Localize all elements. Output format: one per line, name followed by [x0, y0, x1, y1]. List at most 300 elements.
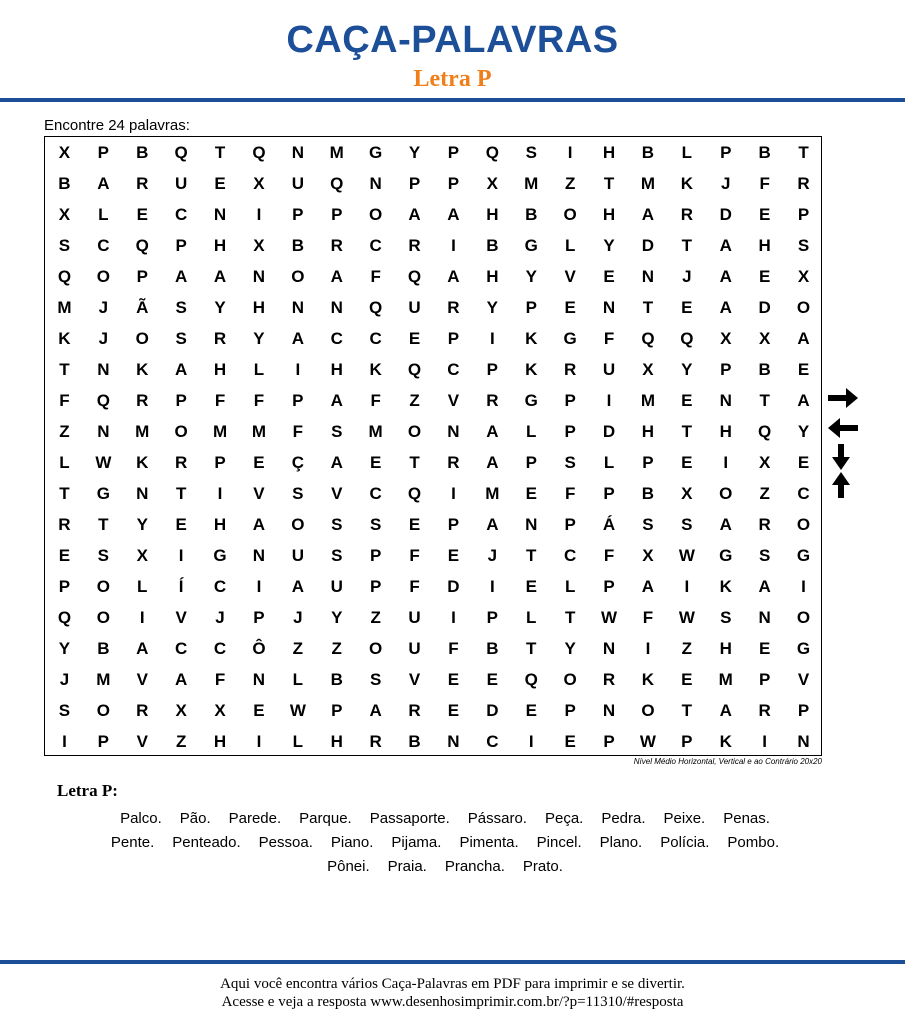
grid-cell: X	[642, 546, 654, 565]
grid-cell: S	[758, 546, 771, 565]
grid-cell: E	[253, 453, 265, 472]
grid-cell: K	[525, 329, 538, 348]
grid-cell: J	[721, 174, 731, 193]
grid-cell: A	[174, 267, 188, 286]
arrow-right-icon	[826, 384, 860, 412]
grid-cell: F	[448, 639, 459, 658]
grid-cell: P	[97, 143, 109, 162]
grid-cell: H	[486, 267, 499, 286]
grid-cell: P	[486, 608, 498, 627]
grid-cell: A	[797, 329, 810, 348]
grid-cell: S	[58, 701, 71, 720]
grid-cell: A	[330, 391, 343, 410]
grid-cell: F	[370, 391, 381, 410]
grid-cell: A	[369, 701, 382, 720]
grid-cell: E	[447, 701, 460, 720]
grid-cell: E	[681, 670, 693, 689]
instructions: Encontre 24 palavras:	[44, 117, 190, 134]
grid-cell: E	[408, 515, 421, 534]
grid-cell: N	[97, 360, 110, 379]
grid-cell: B	[136, 143, 149, 162]
grid-cell: S	[97, 546, 109, 565]
grid-cell: N	[797, 732, 810, 751]
grid-cell: N	[602, 639, 616, 658]
grid-cell: D	[602, 422, 616, 441]
grid-cell: T	[526, 546, 537, 565]
grid-cell: H	[758, 236, 771, 255]
grid-cell: R	[213, 329, 227, 348]
grid-cell: A	[797, 391, 810, 410]
grid-cell: M	[524, 174, 539, 193]
grid-cell: R	[136, 701, 149, 720]
grid-cell: I	[762, 732, 767, 751]
grid-cell: R	[758, 515, 771, 534]
word-item: Pedra.	[601, 810, 646, 827]
word-list	[40, 807, 850, 879]
grid-cell: I	[178, 546, 184, 565]
grid-cell: S	[331, 422, 343, 441]
grid-cell: R	[408, 701, 421, 720]
grid-cell: I	[256, 205, 262, 224]
grid-cell: S	[175, 329, 187, 348]
word-item: Pessoa.	[258, 834, 313, 851]
grid-cell: K	[680, 174, 693, 193]
grid-cell: X	[720, 329, 732, 348]
grid-cell: R	[758, 701, 771, 720]
grid-cell: P	[720, 143, 732, 162]
grid-cell: F	[253, 391, 265, 410]
grid-cell: V	[564, 267, 576, 286]
grid-cell: G	[796, 546, 811, 565]
grid-cell: P	[564, 422, 576, 441]
grid-cell: R	[330, 236, 343, 255]
grid-cell: G	[524, 391, 538, 410]
grid-cell: K	[58, 329, 71, 348]
grid-cell: I	[451, 484, 456, 503]
grid-cell: I	[451, 608, 456, 627]
word-item: Pente.	[110, 834, 155, 851]
grid-cell: P	[447, 174, 460, 193]
grid-cell: A	[758, 577, 771, 596]
grid-cell: I	[256, 732, 262, 751]
grid-cell: P	[214, 453, 226, 472]
grid-cell: F	[759, 174, 770, 193]
grid-cell: M	[251, 422, 267, 441]
grid-cell: S	[58, 236, 71, 255]
grid-cell: I	[489, 577, 495, 596]
grid-cell: J	[98, 329, 109, 348]
grid-cell: C	[369, 236, 382, 255]
grid-cell: D	[447, 577, 460, 596]
grid-cell: P	[97, 732, 109, 751]
grid-cell: S	[720, 608, 732, 627]
grid-cell: C	[174, 639, 188, 658]
grid-cell: E	[797, 360, 810, 379]
grid-cell: X	[136, 546, 148, 565]
grid-cell: L	[526, 422, 537, 441]
grid-cell: X	[214, 701, 226, 720]
grid-cell: Q	[135, 236, 149, 255]
grid-cell: E	[758, 639, 771, 658]
grid-cell: F	[564, 484, 576, 503]
grid-cell: S	[369, 670, 382, 689]
grid-cell: M	[368, 422, 383, 441]
grid-cell: N	[252, 670, 266, 689]
grid-cell: A	[174, 360, 188, 379]
grid-cell: K	[136, 360, 149, 379]
grid-cell: E	[681, 453, 693, 472]
grid-cell: L	[59, 453, 70, 472]
grid-cell: F	[59, 391, 70, 410]
grid-cell: Y	[603, 236, 615, 255]
grid-cell: F	[409, 577, 420, 596]
footer-line-2: Acesse e veja a resposta www.desenhosimprimir.com.br/?p=11310/#resposta	[221, 994, 684, 1010]
grid-cell: E	[758, 205, 771, 224]
grid-cell: T	[526, 639, 537, 658]
grid-cell: X	[758, 453, 771, 472]
page-subtitle: Letra P	[413, 66, 492, 92]
grid-cell: D	[758, 298, 771, 317]
grid-cell: C	[174, 205, 188, 224]
grid-cell: B	[486, 639, 499, 658]
grid-cell: C	[563, 546, 577, 565]
grid-cell: C	[97, 236, 110, 255]
grid-cell: T	[59, 360, 70, 379]
grid-cell: A	[719, 267, 732, 286]
grid-cell: N	[525, 515, 538, 534]
grid-cell: P	[58, 577, 71, 596]
grid-cell: M	[57, 298, 72, 317]
grid-cell: F	[642, 608, 654, 627]
grid-cell: E	[603, 267, 615, 286]
grid-cell: O	[719, 484, 733, 503]
grid-cell: B	[758, 143, 771, 162]
grid-cell: N	[641, 267, 655, 286]
grid-cell: A	[486, 515, 499, 534]
grid-cell: H	[330, 732, 343, 751]
grid-cell: M	[640, 391, 656, 410]
grid-cell: Ã	[136, 298, 149, 317]
grid-cell: P	[447, 329, 460, 348]
grid-cell: G	[96, 484, 110, 503]
grid-cell: Q	[680, 329, 694, 348]
grid-cell: G	[796, 639, 811, 658]
grid-cell: I	[567, 143, 573, 162]
grid-cell: N	[330, 298, 343, 317]
grid-cell: A	[486, 422, 499, 441]
grid-cell: V	[331, 484, 343, 503]
grid-cell: A	[486, 453, 499, 472]
grid-cell: C	[213, 577, 227, 596]
grid-cell: Q	[57, 267, 72, 286]
grid-cell: M	[640, 174, 656, 193]
grid-cell: F	[409, 546, 420, 565]
grid-cell: J	[215, 608, 225, 627]
grid-cell: H	[641, 422, 655, 441]
grid-cell: J	[59, 670, 70, 689]
footer-divider	[0, 960, 905, 964]
grid-cell: W	[678, 546, 695, 565]
word-item: Passaporte.	[369, 810, 450, 827]
word-item: Peça.	[544, 810, 584, 827]
grid-cell: L	[137, 577, 148, 596]
grid-cell: H	[719, 639, 732, 658]
grid-cell: T	[214, 143, 226, 162]
grid-cell: N	[602, 298, 616, 317]
grid-cell: B	[641, 484, 655, 503]
grid-cell: O	[796, 298, 811, 317]
grid-cell: O	[796, 608, 811, 627]
grid-cell: S	[175, 298, 187, 317]
grid-cell: O	[407, 422, 422, 441]
grid-cell: K	[136, 453, 149, 472]
grid-cell: X	[797, 267, 810, 286]
grid-cell: B	[758, 360, 771, 379]
grid-cell: W	[289, 701, 306, 720]
grid-cell: J	[293, 608, 303, 627]
grid-cell: A	[291, 329, 304, 348]
grid-cell: B	[486, 236, 499, 255]
grid-cell: F	[370, 267, 381, 286]
grid-cell: Y	[681, 360, 693, 379]
grid-cell: M	[718, 670, 733, 689]
grid-cell: K	[719, 577, 732, 596]
grid-cell: T	[175, 484, 187, 503]
grid-cell: Y	[136, 515, 148, 534]
grid-cell: H	[602, 143, 616, 162]
grid-cell: F	[603, 546, 615, 565]
grid-cell: P	[720, 360, 732, 379]
grid-cell: R	[680, 205, 693, 224]
grid-cell: E	[214, 174, 226, 193]
grid-cell: Y	[408, 143, 421, 162]
grid-cell: X	[486, 174, 498, 193]
grid-cell: A	[136, 639, 149, 658]
grid-cell: Q	[96, 391, 110, 410]
page-title: CAÇA-PALAVRAS	[286, 19, 619, 61]
grid-cell: E	[797, 453, 810, 472]
grid-cell: I	[684, 577, 690, 596]
grid-cell: I	[451, 236, 456, 255]
grid-cell: P	[292, 205, 304, 224]
grid-cell: J	[487, 546, 498, 565]
grid-cell: U	[602, 360, 616, 379]
grid-cell: Y	[214, 298, 226, 317]
grid-cell: O	[291, 267, 305, 286]
grid-cell: T	[603, 174, 615, 193]
grid-cell: C	[797, 484, 810, 503]
grid-cell: P	[331, 701, 343, 720]
grid-cell: P	[603, 732, 615, 751]
grid-cell: A	[719, 236, 732, 255]
grid-cell: Z	[759, 484, 770, 503]
grid-cell: Q	[369, 298, 383, 317]
grid-cell: L	[253, 360, 265, 379]
grid-cell: C	[369, 484, 382, 503]
grid-cell: Z	[175, 732, 187, 751]
grid-cell: O	[174, 422, 188, 441]
grid-cell: U	[408, 639, 421, 658]
grid-cell: A	[447, 267, 460, 286]
grid-cell: B	[291, 236, 304, 255]
grid-cell: E	[369, 453, 382, 472]
grid-cell: P	[758, 670, 771, 689]
word-item: Pombo.	[727, 834, 780, 851]
grid-cell: Ç	[291, 453, 304, 472]
grid-cell: S	[797, 236, 810, 255]
grid-cell: K	[641, 670, 655, 689]
grid-cell: Z	[59, 422, 70, 441]
grid-cell: Q	[330, 174, 344, 193]
grid-cell: Z	[409, 391, 420, 410]
grid-cell: X	[253, 174, 265, 193]
arrow-up-icon	[826, 471, 860, 499]
grid-cell: V	[175, 608, 187, 627]
grid-cell: Q	[641, 329, 655, 348]
grid-cell: Z	[292, 639, 304, 658]
grid-cell: R	[486, 391, 499, 410]
word-item: Piano.	[330, 834, 374, 851]
grid-cell: U	[291, 546, 304, 565]
grid-cell: F	[603, 329, 615, 348]
grid-cell: M	[485, 484, 500, 503]
grid-cell: O	[291, 515, 305, 534]
grid-cell: L	[564, 577, 576, 596]
grid-cell: R	[408, 236, 421, 255]
grid-cell: Q	[524, 670, 538, 689]
grid-cell: U	[408, 298, 421, 317]
grid-cell: N	[291, 298, 304, 317]
grid-cell: N	[602, 701, 616, 720]
grid-cell: O	[135, 329, 149, 348]
grid-cell: C	[330, 329, 343, 348]
grid-cell: Q	[407, 484, 422, 503]
grid-cell: Z	[370, 608, 381, 627]
grid-cell: H	[213, 515, 227, 534]
word-item: Polícia.	[660, 834, 710, 851]
word-item: Pão.	[179, 810, 211, 827]
grid-cell: P	[369, 577, 382, 596]
grid-cell: D	[719, 205, 732, 224]
grid-cell: A	[174, 670, 188, 689]
grid-cell: A	[330, 453, 343, 472]
grid-cell: A	[291, 577, 304, 596]
grid-cell: T	[759, 391, 770, 410]
grid-cell: Q	[174, 143, 188, 162]
grid-cell: X	[58, 143, 71, 162]
grid-cell: Q	[252, 143, 266, 162]
grid-cell: R	[602, 670, 616, 689]
grid-cell: R	[136, 391, 149, 410]
grid-cell: C	[447, 360, 460, 379]
grid-cell: O	[96, 577, 110, 596]
grid-cell: P	[564, 391, 576, 410]
word-item: Palco.	[120, 810, 162, 827]
grid-cell: N	[447, 732, 460, 751]
grid-cell: T	[681, 236, 693, 255]
letter-grid	[44, 136, 822, 756]
grid-cell: L	[292, 732, 304, 751]
grid-cell: Á	[602, 515, 616, 534]
word-item: Parede.	[228, 810, 282, 827]
grid-cell: A	[447, 205, 460, 224]
grid-cell: P	[408, 174, 421, 193]
word-list-line	[40, 855, 850, 879]
grid-cell: X	[175, 701, 187, 720]
grid-cell: T	[409, 453, 420, 472]
grid-cell: A	[719, 701, 732, 720]
word-item: Penteado.	[172, 834, 241, 851]
grid-cell: B	[641, 143, 655, 162]
grid-cell: Z	[681, 639, 693, 658]
grid-cell: B	[58, 174, 71, 193]
grid-cell: P	[797, 701, 810, 720]
grid-cell: P	[369, 546, 382, 565]
word-item: Pássaro.	[467, 810, 527, 827]
grid-cell: A	[641, 205, 655, 224]
grid-cell: Y	[797, 422, 810, 441]
grid-cell: P	[564, 701, 576, 720]
grid-cell: U	[330, 577, 343, 596]
grid-cell: Q	[758, 422, 772, 441]
grid-cell: Y	[486, 298, 498, 317]
grid-cell: G	[213, 546, 227, 565]
grid-cell: C	[213, 639, 227, 658]
grid-cell: I	[256, 577, 262, 596]
grid-cell: E	[253, 701, 265, 720]
grid-cell: P	[331, 205, 343, 224]
grid-cell: I	[62, 732, 67, 751]
grid-cell: O	[96, 608, 110, 627]
grid-cell: Q	[407, 360, 422, 379]
grid-cell: E	[447, 670, 460, 689]
grid-cell: T	[642, 298, 654, 317]
grid-cell: U	[291, 174, 304, 193]
word-item: Prancha.	[444, 858, 505, 875]
grid-cell: I	[645, 639, 651, 658]
grid-cell: H	[330, 360, 343, 379]
grid-cell: M	[96, 670, 111, 689]
grid-cell: O	[369, 205, 383, 224]
grid-cell: G	[563, 329, 577, 348]
grid-cell: Z	[331, 639, 342, 658]
grid-cell: X	[758, 329, 771, 348]
grid-cell: S	[681, 515, 693, 534]
grid-cell: P	[447, 515, 460, 534]
grid-cell: I	[139, 608, 145, 627]
grid-cell: O	[563, 205, 577, 224]
grid-cell: V	[136, 670, 148, 689]
grid-cell: O	[369, 639, 383, 658]
word-item: Penas.	[723, 810, 770, 827]
grid-cell: Y	[564, 639, 576, 658]
grid-cell: A	[330, 267, 343, 286]
grid-cell: M	[329, 143, 344, 162]
grid-cell: H	[213, 236, 227, 255]
grid-cell: W	[639, 732, 656, 751]
grid-cell: N	[97, 422, 110, 441]
grid-cell: Y	[525, 267, 537, 286]
grid-cell: I	[606, 391, 612, 410]
grid-cell: R	[369, 732, 382, 751]
grid-cell: A	[252, 515, 266, 534]
grid-cell: B	[97, 639, 110, 658]
grid-cell: O	[563, 670, 577, 689]
grid-cell: T	[798, 143, 809, 162]
grid-cell: I	[528, 732, 534, 751]
grid-cell: Y	[331, 608, 343, 627]
grid-cell: G	[524, 236, 538, 255]
